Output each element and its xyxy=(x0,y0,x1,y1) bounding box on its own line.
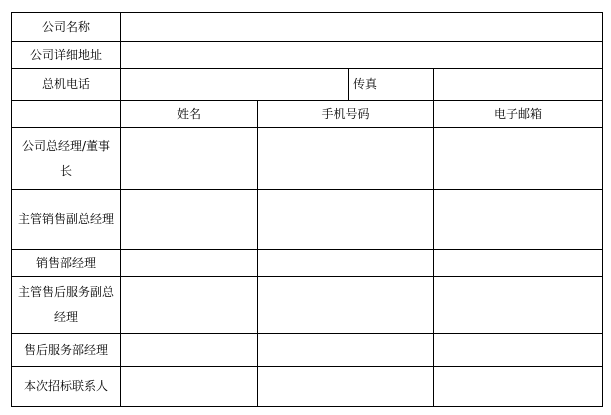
contact-row-sales-vp xyxy=(12,190,603,250)
email-input-cell[interactable] xyxy=(434,334,603,367)
mobile-input-cell[interactable] xyxy=(258,128,434,190)
mobile-input-cell[interactable] xyxy=(258,277,434,334)
company-address-input-cell[interactable] xyxy=(121,42,603,69)
name-input-cell[interactable] xyxy=(121,277,258,334)
contact-row-aftersales-vp xyxy=(12,277,603,334)
name-input-cell[interactable] xyxy=(121,128,258,190)
contact-row-general-manager xyxy=(12,128,603,190)
email-input-cell[interactable] xyxy=(434,277,603,334)
mobile-input-cell[interactable] xyxy=(258,334,434,367)
company-address-row xyxy=(12,42,603,69)
company-name-input-cell[interactable] xyxy=(121,13,603,42)
name-input-cell[interactable] xyxy=(121,190,258,250)
fax-label: 传真 xyxy=(349,69,434,101)
contact-row-bid-contact xyxy=(12,367,603,407)
contact-info-form-table xyxy=(11,12,603,407)
role-label: 售后服务部经理 xyxy=(12,334,121,367)
email-input-cell[interactable] xyxy=(434,128,603,190)
header-name: 姓名 xyxy=(121,101,258,128)
name-input-cell[interactable] xyxy=(121,334,258,367)
name-input-cell[interactable] xyxy=(121,250,258,277)
role-label: 主管销售副总经理 xyxy=(12,190,121,250)
column-header-row xyxy=(12,101,603,128)
company-address-label: 公司详细地址 xyxy=(12,42,121,69)
contact-row-aftersales-manager xyxy=(12,334,603,367)
switchboard-phone-input-cell[interactable] xyxy=(121,69,349,101)
role-label: 主管售后服务副总经理 xyxy=(12,277,121,334)
contact-row-sales-manager xyxy=(12,250,603,277)
email-input-cell[interactable] xyxy=(434,367,603,407)
header-mobile: 手机号码 xyxy=(258,101,434,128)
role-label: 本次招标联系人 xyxy=(12,367,121,407)
fax-input-cell[interactable] xyxy=(434,69,603,101)
name-input-cell[interactable] xyxy=(121,367,258,407)
company-name-row xyxy=(12,13,603,42)
role-label: 销售部经理 xyxy=(12,250,121,277)
mobile-input-cell[interactable] xyxy=(258,367,434,407)
company-name-label: 公司名称 xyxy=(12,13,121,42)
phone-fax-row xyxy=(12,69,603,101)
corner-empty-cell xyxy=(12,101,121,128)
switchboard-phone-label: 总机电话 xyxy=(12,69,121,101)
role-label: 公司总经理/董事长 xyxy=(12,128,121,190)
header-email: 电子邮箱 xyxy=(434,101,603,128)
mobile-input-cell[interactable] xyxy=(258,190,434,250)
email-input-cell[interactable] xyxy=(434,250,603,277)
mobile-input-cell[interactable] xyxy=(258,250,434,277)
email-input-cell[interactable] xyxy=(434,190,603,250)
